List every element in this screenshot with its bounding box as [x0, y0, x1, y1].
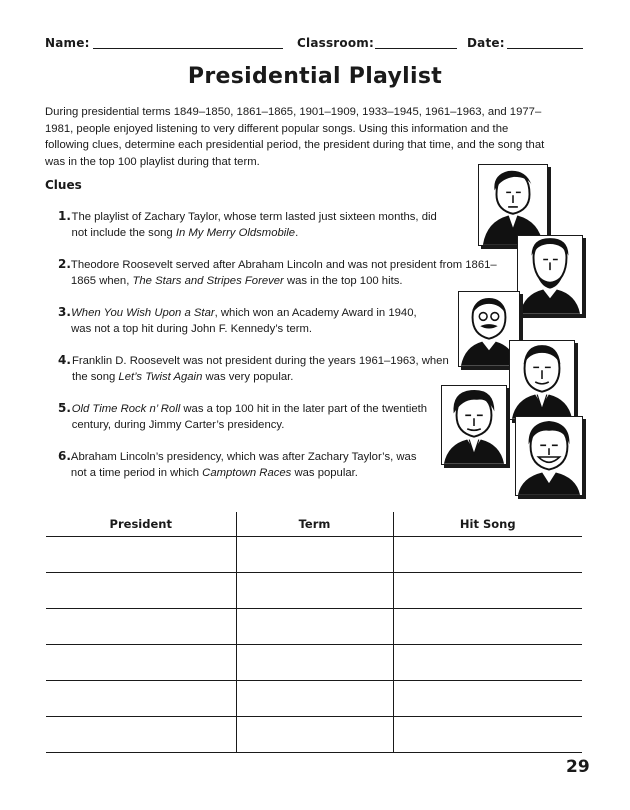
answer-cell-term[interactable] — [236, 645, 393, 681]
clue-text: Theodore Roosevelt served after Abraham Lincoln and was not president from 1861–1865 when, The Stars and Stripes Forever was in the top 100 hits. — [70, 259, 497, 288]
clue-item — [58, 353, 453, 385]
clue-item — [58, 305, 423, 337]
president-portrait — [515, 416, 583, 496]
president-portrait — [441, 385, 507, 465]
clue-number: 6. — [58, 449, 71, 463]
clue-text: Abraham Lincoln’s presidency, which was after Zachary Taylor’s, was not a time period in which Camptown Races was popular. — [70, 451, 417, 480]
answer-cell-hit-song[interactable] — [393, 717, 582, 753]
president-portrait — [509, 340, 575, 420]
table-row — [46, 717, 582, 753]
answer-cell-term[interactable] — [236, 681, 393, 717]
date-label: Date: — [467, 36, 505, 50]
answer-cell-president[interactable] — [46, 717, 236, 753]
portrait-icon — [442, 386, 506, 464]
clue-number: 5. — [58, 401, 71, 415]
answer-cell-president[interactable] — [46, 609, 236, 645]
portrait-icon — [516, 417, 582, 495]
date-field[interactable] — [507, 48, 583, 49]
column-header-hit-song: Hit Song — [393, 512, 582, 537]
portrait-icon — [510, 341, 574, 419]
clue-number: 2. — [58, 257, 71, 271]
clue-item — [58, 257, 498, 289]
clue-item — [58, 449, 428, 481]
clues-heading: Clues — [45, 178, 82, 192]
clue-text: The playlist of Zachary Taylor, whose term lasted just sixteen months, did not include the song In My Merry Oldsmobile. — [71, 211, 437, 240]
page-number: 29 — [566, 757, 590, 777]
answer-cell-term[interactable] — [236, 537, 393, 573]
answer-cell-hit-song[interactable] — [393, 537, 582, 573]
clue-number: 4. — [58, 353, 71, 367]
answer-cell-president[interactable] — [46, 681, 236, 717]
answer-cell-hit-song[interactable] — [393, 609, 582, 645]
answer-cell-president[interactable] — [46, 537, 236, 573]
name-label: Name: — [45, 36, 90, 50]
classroom-label: Classroom: — [297, 36, 375, 50]
answer-cell-hit-song[interactable] — [393, 645, 582, 681]
table-row — [46, 645, 582, 681]
answer-cell-term[interactable] — [236, 573, 393, 609]
clue-text: Old Time Rock n’ Roll was a top 100 hit in the later part of the twentieth century, during Jimmy Carter’s presidency. — [71, 403, 428, 432]
clue-text: Franklin D. Roosevelt was not president during the years 1961–1963, when the song Let’s Twist Again was very popular. — [71, 355, 449, 384]
answer-cell-hit-song[interactable] — [393, 681, 582, 717]
clue-item — [58, 209, 438, 241]
page-title: Presidential Playlist — [187, 64, 443, 89]
answer-table-body — [46, 537, 582, 753]
answer-cell-president[interactable] — [46, 573, 236, 609]
intro-paragraph: During presidential terms 1849–1850, 1861–1865, 1901–1909, 1933–1945, 1961–1963, and 1977–1981, people enjoyed listening to very different popular songs. Using this information and the following clues, determine each presidential period, the president during that time, and the song that was in the top 100 playlist during that term. — [45, 106, 545, 168]
column-header-president: President — [46, 512, 236, 537]
clue-number: 3. — [58, 305, 71, 319]
president-portrait — [517, 235, 583, 315]
answer-cell-term[interactable] — [236, 609, 393, 645]
table-header-row — [46, 512, 582, 537]
answer-cell-hit-song[interactable] — [393, 573, 582, 609]
clue-text: When You Wish Upon a Star, which won an Academy Award in 1940, was not a top hit during John F. Kennedy’s term. — [71, 307, 417, 336]
table-row — [46, 537, 582, 573]
portrait-icon — [479, 165, 547, 245]
answer-cell-president[interactable] — [46, 645, 236, 681]
portrait-icon — [518, 236, 582, 314]
classroom-field[interactable] — [375, 48, 457, 49]
table-row — [46, 681, 582, 717]
column-header-term: Term — [236, 512, 393, 537]
clue-number: 1. — [58, 209, 71, 223]
answer-cell-term[interactable] — [236, 717, 393, 753]
name-field[interactable] — [93, 48, 283, 49]
table-row — [46, 609, 582, 645]
president-portrait — [478, 164, 548, 246]
answer-table — [46, 512, 582, 753]
table-row — [46, 573, 582, 609]
clue-item — [58, 401, 428, 433]
